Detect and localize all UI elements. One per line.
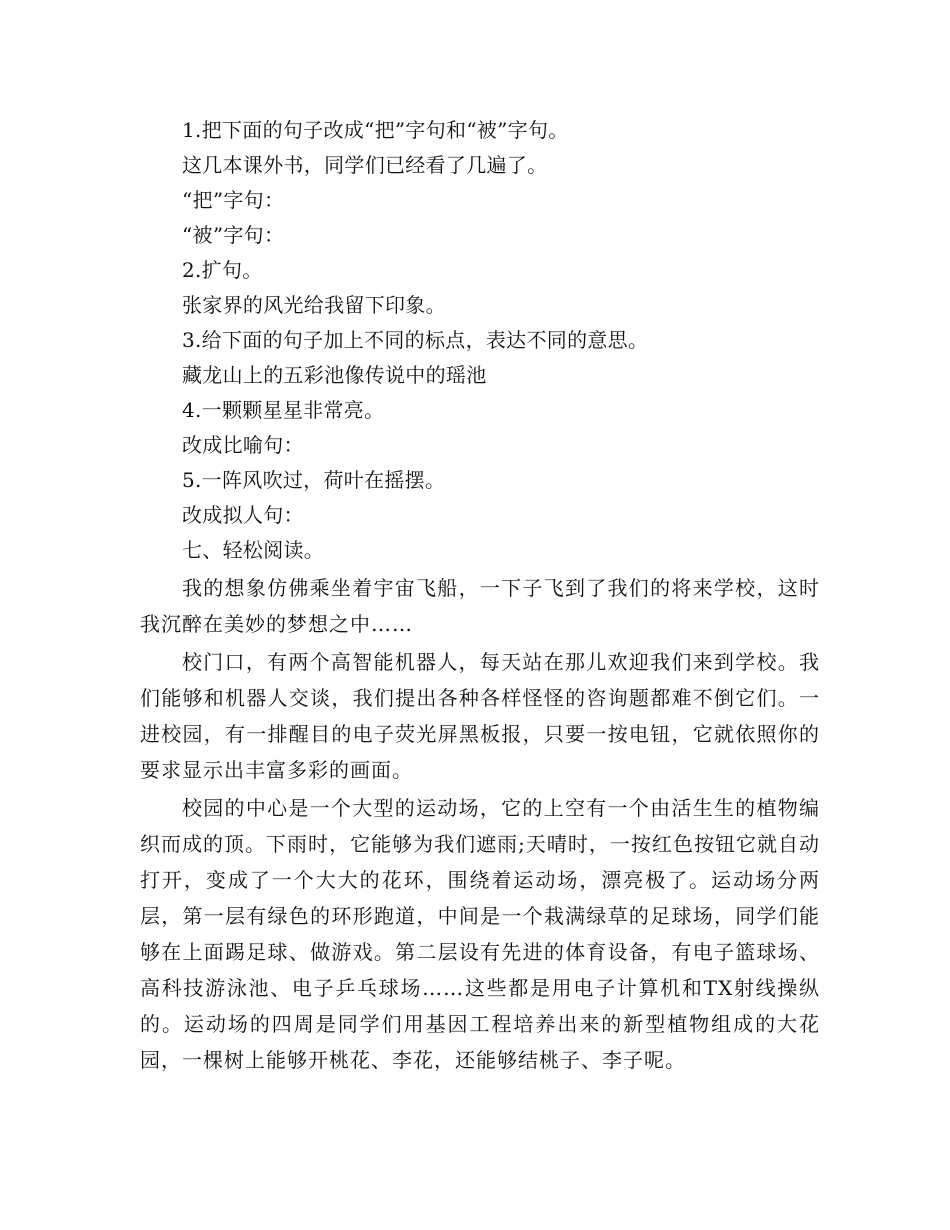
personification-label: 改成拟人句：	[182, 503, 304, 527]
exercise-4-sentence: 4.一颗颗星星非常亮。	[182, 398, 385, 422]
reading-paragraph-3: 校园的中心是一个大型的运动场，它的上空有一个由活生生的植物编织而成的顶。下雨时，它能够为我们遮雨;天晴时，一按红色按钮它就自动打开，变成了一个大大的花环，围绕着运动场，漂亮极了。运动场分两层，第一层有绿色的环形跑道，中间是一个栽满绿草的足球场，同学们能够在上面踢足球、做游戏。第二层设有先进的体育设备，有电子篮球场、高科技游泳池、电子乒乓球场……这些都是用电子计算机和TX射线操纵的。运动场的四周是同学们用基因工程培养出来的新型植物组成的大花园，一棵树上能够开桃花、李花，还能够结桃子、李子呢。	[140, 796, 820, 1072]
document-content	[140, 113, 820, 1078]
simile-label: 改成比喻句：	[182, 433, 304, 457]
exercise-2-sentence: 张家界的风光给我留下印象。	[182, 293, 446, 317]
exercise-1-prompt: 1.把下面的句子改成“把”字句和“被”字句。	[182, 118, 569, 142]
exercise-1-sentence: 这几本课外书，同学们已经看了几遍了。	[182, 153, 548, 177]
exercise-3-prompt: 3.给下面的句子加上不同的标点，表达不同的意思。	[182, 328, 649, 352]
exercise-5-sentence: 5.一阵风吹过，荷叶在摇摆。	[182, 468, 446, 492]
exercise-2-prompt: 2.扩句。	[182, 258, 263, 282]
reading-paragraph-1: 我的想象仿佛乘坐着宇宙飞船，一下子飞到了我们的将来学校，这时我沉醉在美妙的梦想之中……	[140, 576, 820, 636]
exercise-3-sentence: 藏龙山上的五彩池像传说中的瑶池	[182, 363, 487, 387]
ba-sentence-label: “把”字句：	[182, 188, 285, 212]
section-7-heading: 七、轻松阅读。	[182, 538, 325, 562]
reading-paragraph-2: 校门口，有两个高智能机器人，每天站在那儿欢迎我们来到学校。我们能够和机器人交谈，我们提出各种各样怪怪的咨询题都难不倒它们。一进校园，有一排醒目的电子荧光屏黑板报，只要一按电钮，它就依照你的要求显示出丰富多彩的画面。	[140, 650, 820, 782]
bei-sentence-label: “被”字句：	[182, 223, 285, 247]
